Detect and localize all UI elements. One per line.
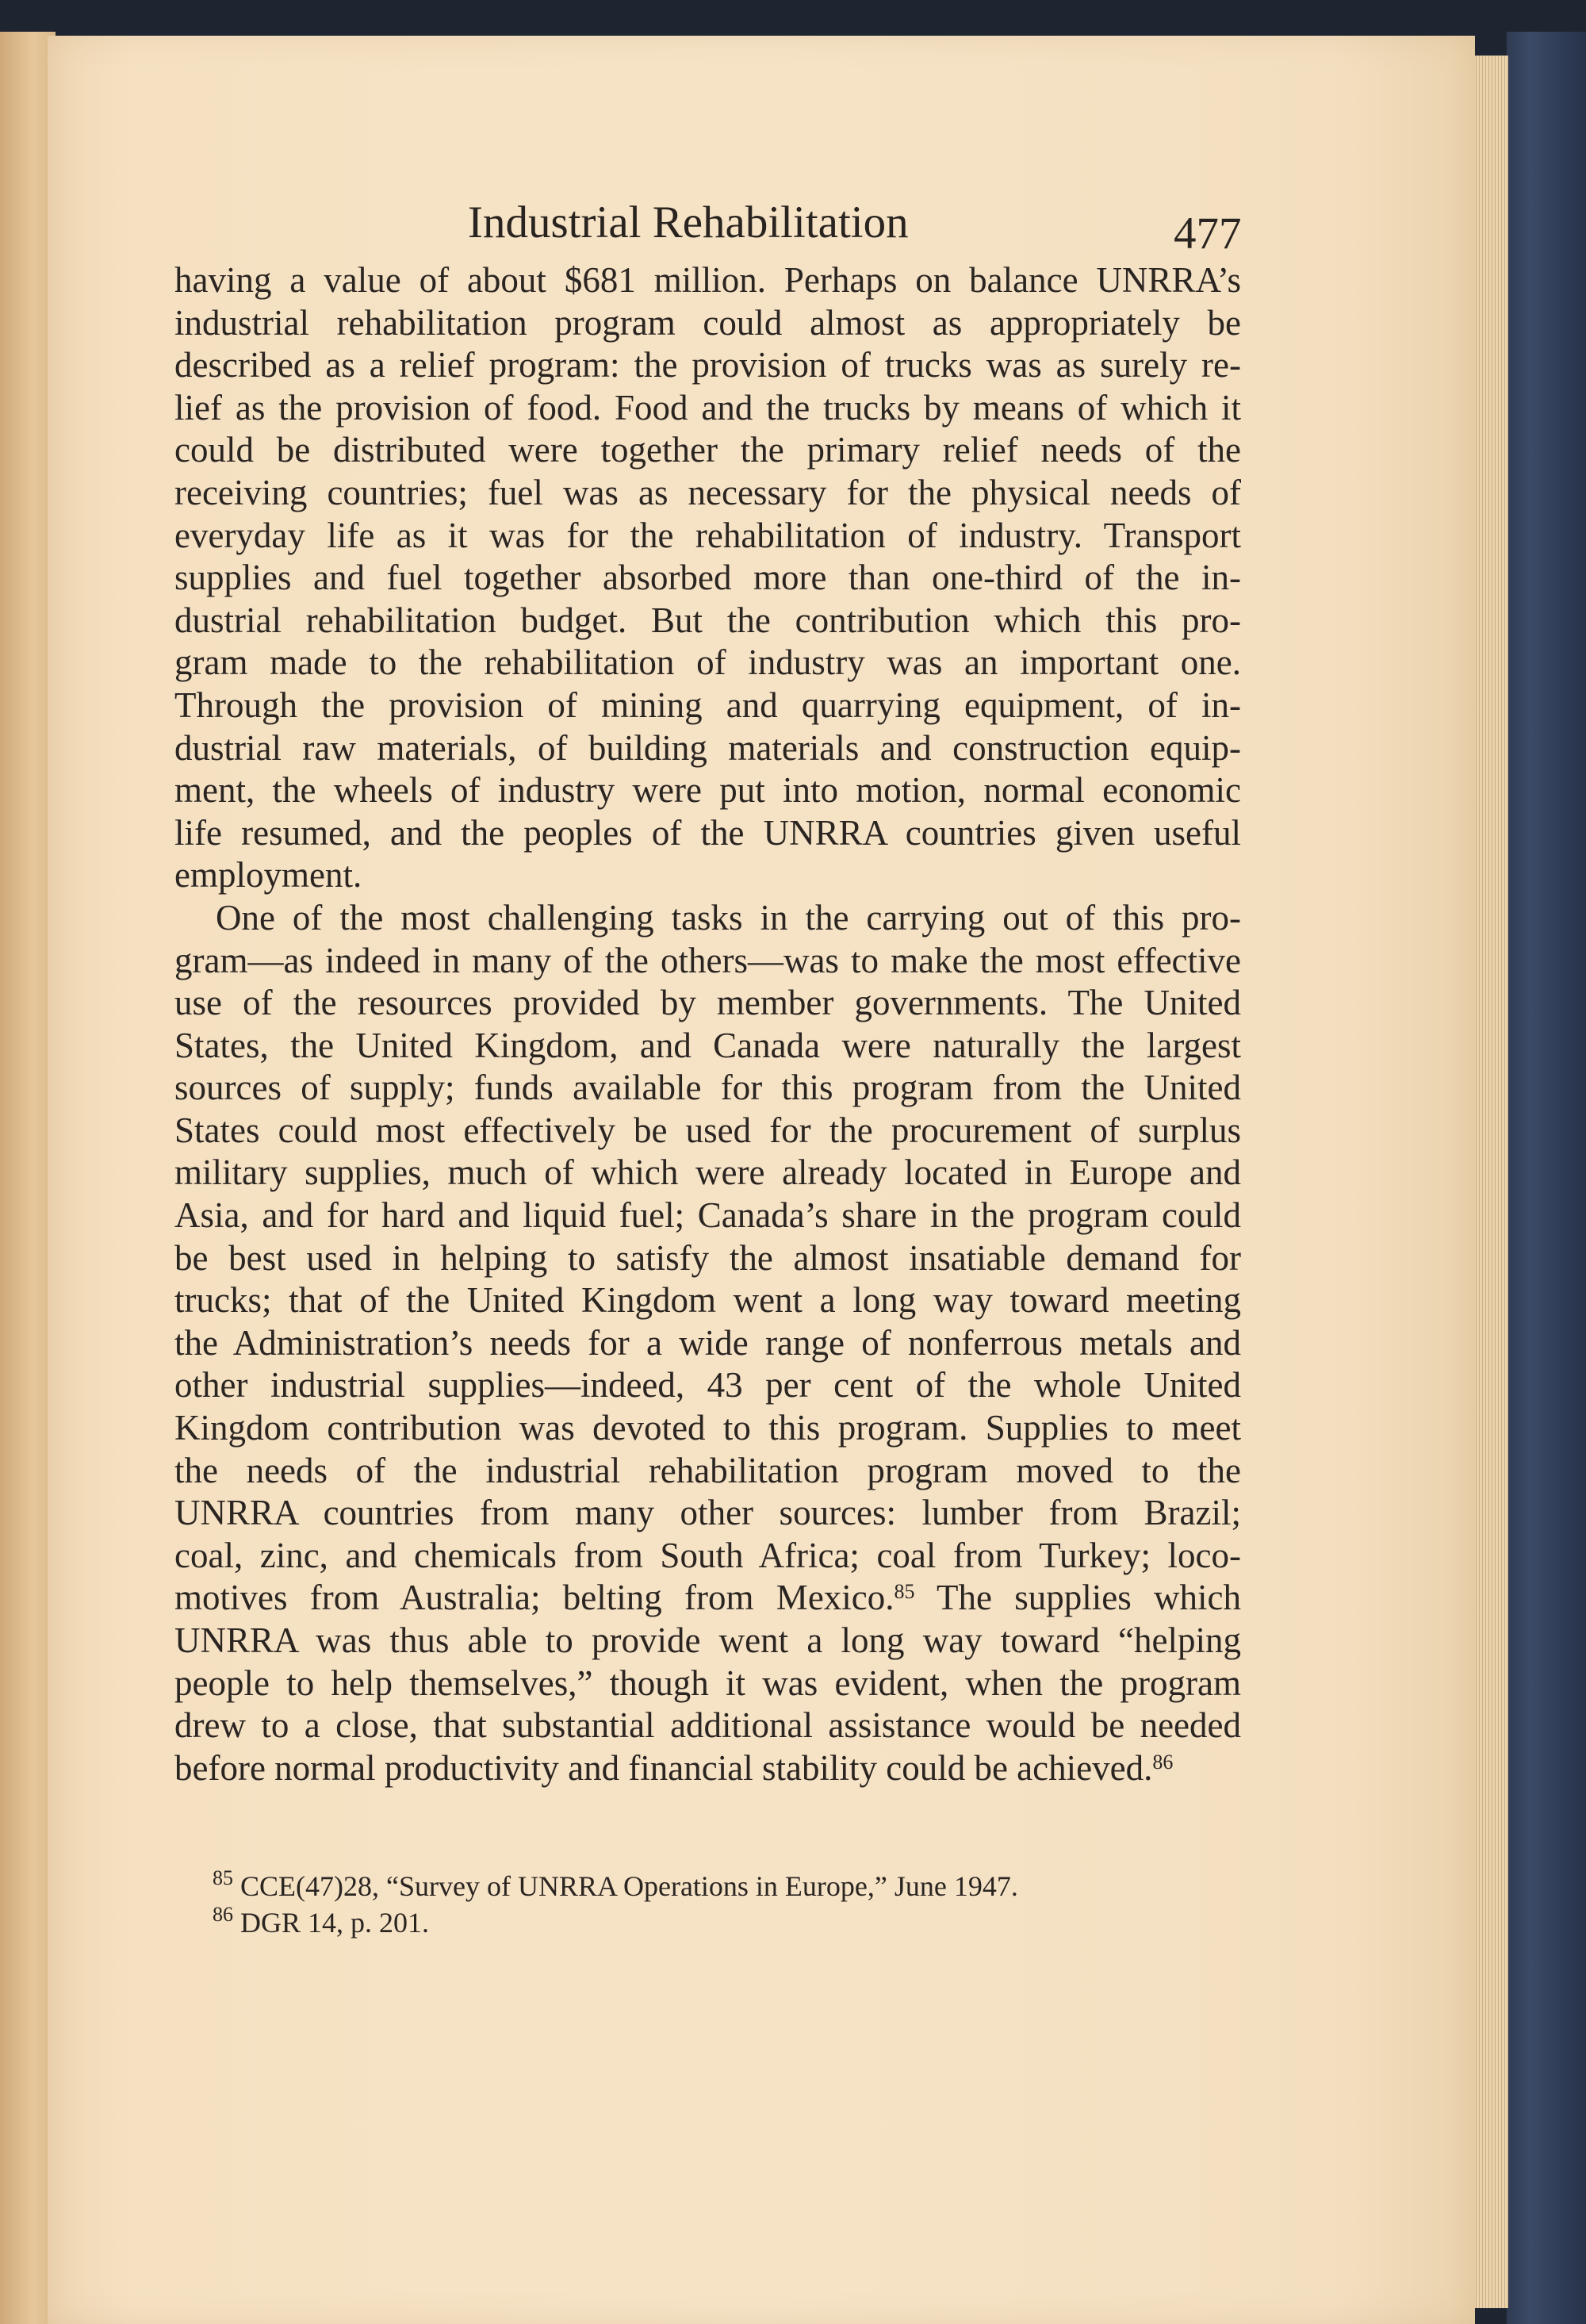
text-line: UNRRA countries from many other sources: lumber from Brazil; (174, 1493, 1241, 1533)
footnote-ref-86[interactable]: 86 (1152, 1750, 1174, 1774)
running-head: Industrial Rehabilitation (468, 198, 909, 247)
footnote-ref-85[interactable]: 85 (894, 1580, 915, 1604)
text-line: Asia, and for hard and liquid fuel; Canada’s share in the program could (174, 1195, 1241, 1236)
text-line-start: before normal productivity and financial stability could be achieved. (174, 1747, 1153, 1788)
footnote-number: 85 (213, 1866, 233, 1889)
text-line: having a value of about $681 million. Perhaps on balance UNRRA’s (174, 260, 1241, 300)
text-line: ment, the wheels of industry were put into motion, normal economic (174, 770, 1241, 811)
text-line-with-footnote-ref (174, 1577, 1241, 1620)
footnotes (213, 1868, 1243, 1941)
text-line: States could most effectively be used for the procurement of surplus (174, 1110, 1241, 1150)
footnote-text: CCE(47)28, “Survey of UNRRA Operations in Europe,” June 1947. (240, 1870, 1018, 1902)
text-line: coal, zinc, and chemicals from South Africa; coal from Turkey; loco- (174, 1535, 1241, 1575)
text-line: gram—as indeed in many of the others—was to make the most effective (174, 940, 1241, 980)
footnote-text: DGR 14, p. 201. (240, 1907, 430, 1939)
text-line: dustrial rehabilitation budget. But the contribution which this pro- (174, 600, 1241, 640)
text-line: dustrial raw materials, of building materials and construction equip- (174, 727, 1241, 768)
page-number: 477 (1174, 209, 1242, 259)
text-line: receiving countries; fuel was as necessary for the physical needs of (174, 472, 1241, 512)
text-line: life resumed, and the peoples of the UNRRA countries given useful (174, 812, 1241, 853)
text-line: the needs of the industrial rehabilitation program moved to the (174, 1450, 1241, 1490)
text-line-with-footnote-ref (174, 1747, 1241, 1790)
body-text (174, 259, 1241, 1854)
text-line: Through the provision of mining and quarrying equipment, of in- (174, 685, 1241, 725)
footnote-85 (213, 1868, 1243, 1904)
text-line: people to help themselves,” though it was evident, when the program (174, 1662, 1241, 1703)
text-line: the Administration’s needs for a wide range of nonferrous metals and (174, 1322, 1241, 1363)
text-line: sources of supply; funds available for this program from the United (174, 1068, 1241, 1108)
footnote-number: 86 (213, 1903, 233, 1926)
text-line: described as a relief program: the provision of trucks was as surely re- (174, 345, 1241, 385)
text-line: trucks; that of the United Kingdom went a long way toward meeting (174, 1280, 1241, 1321)
text-line-start: motives from Australia; belting from Mexico. (174, 1578, 895, 1618)
text-line: Kingdom contribution was devoted to this program. Supplies to meet (174, 1408, 1241, 1448)
text-line: One of the most challenging tasks in the carrying out of this pro- (216, 897, 1241, 938)
text-line: supplies and fuel together absorbed more than one-third of the in- (174, 558, 1241, 598)
text-line: gram made to the rehabilitation of industry was an important one. (174, 642, 1241, 683)
text-line: States, the United Kingdom, and Canada were naturally the largest (174, 1025, 1241, 1065)
text-line: drew to a close, that substantial additional assistance would be needed (174, 1705, 1241, 1746)
text-line: everyday life as it was for the rehabilitation of industry. Transport (174, 515, 1241, 555)
text-line: be best used in helping to satisfy the almost insatiable demand for (174, 1237, 1241, 1278)
text-line: could be distributed were together the primary relief needs of the (174, 430, 1241, 470)
text-line-end: The supplies which (937, 1578, 1241, 1618)
text-line: use of the resources provided by member governments. The United (174, 983, 1241, 1023)
footnote-86 (213, 1904, 1243, 1941)
book-cover-right (1507, 32, 1586, 2324)
text-line: industrial rehabilitation program could almost as appropriately be (174, 302, 1241, 343)
text-line: UNRRA was thus able to provide went a long way toward “helping (174, 1620, 1241, 1660)
text-line: lief as the provision of food. Food and the trucks by means of which it (174, 387, 1241, 428)
text-line: other industrial supplies—indeed, 43 per cent of the whole United (174, 1365, 1241, 1406)
text-line: military supplies, much of which were already located in Europe and (174, 1152, 1241, 1193)
text-line: employment. (174, 855, 362, 895)
